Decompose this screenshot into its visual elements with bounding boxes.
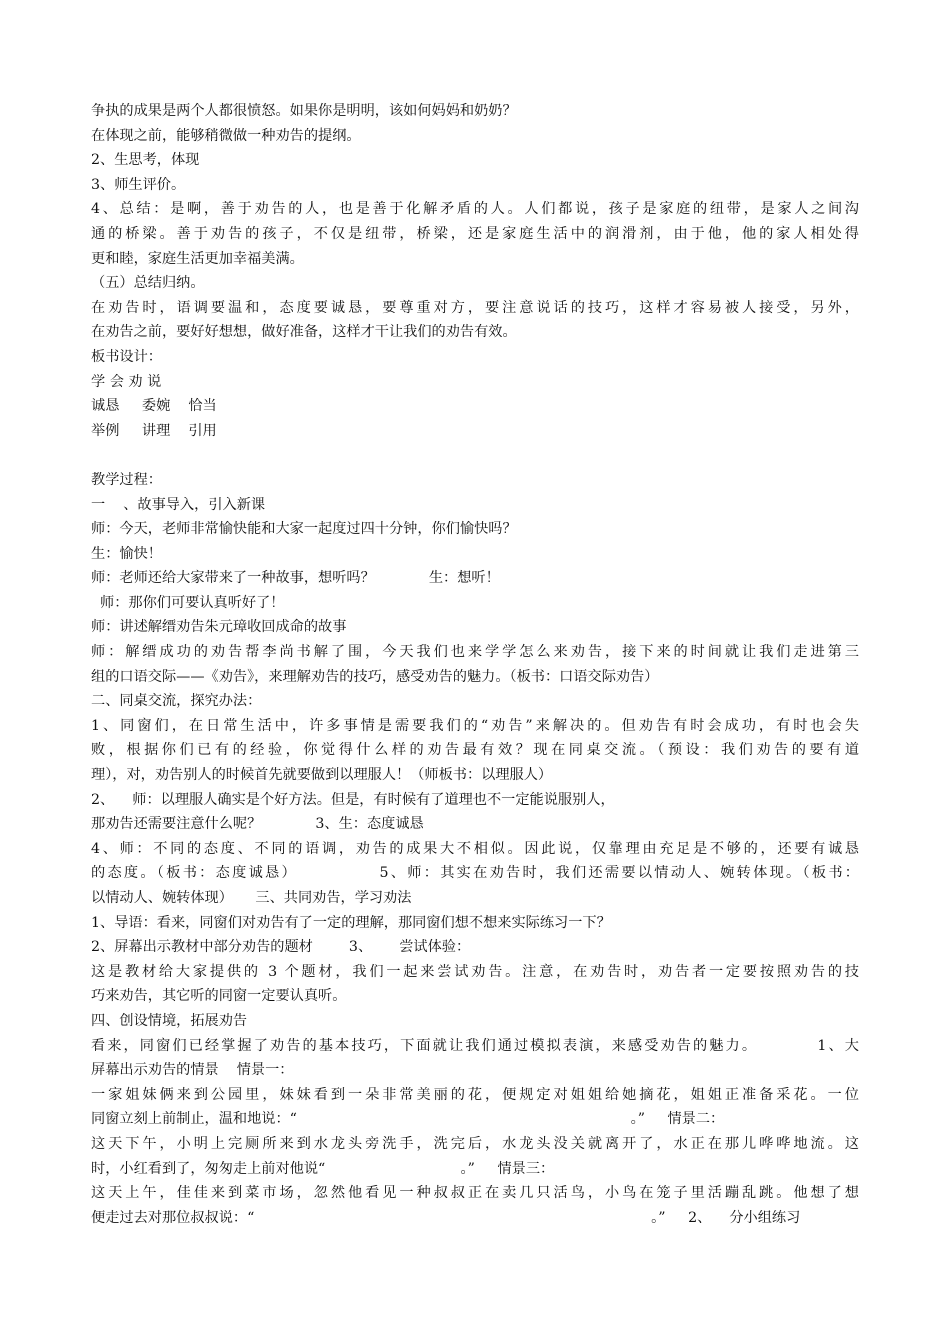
text-line: 诚恳 委婉 恰当	[91, 398, 217, 415]
text-line: 四、创设情境，拓展劝告	[91, 1012, 248, 1029]
text-line: 板书设计：	[91, 348, 162, 365]
text-line: 这天下午，小明上完厕所来到水龙头旁洗手，洗完后，水龙头没关就离开了，水正在那儿哗哗地流。这	[91, 1135, 859, 1152]
text-line: 在体现之前，能够稍微做一种劝告的提纲。	[91, 127, 361, 144]
text-line: 师：今天，老师非常愉快能和大家一起度过四十分钟，你们愉快吗？	[91, 521, 517, 538]
text-line: 4、总结：是啊，善于劝告的人，也是善于化解矛盾的人。人们都说，孩子是家庭的纽带，是家人之间沟	[91, 201, 859, 218]
text-line: 这是教材给大家提供的 3 个题材，我们一起来尝试劝告。注意，在劝告时，劝告者一定要按照劝告的技	[91, 963, 859, 980]
text-line: 学 会 劝 说	[91, 373, 162, 390]
text-line: 便走过去对那位叔叔说：“ 。” 2、 分小组练习	[91, 1209, 801, 1226]
text-line: 1、同窗们，在日常生活中，许多事情是需要我们的“劝告”来解决的。但劝告有时会成功，有时也会失	[91, 717, 859, 734]
text-line: 同窗立刻上前制止，温和地说：“ 。” 情景二：	[91, 1111, 725, 1128]
document-page	[91, 99, 859, 1230]
text-line: 更和睦，家庭生活更加幸福美满。	[91, 250, 304, 267]
text-line: 举例 讲理 引用	[91, 422, 217, 439]
text-line: 师：解缙成功的劝告帮李尚书解了围，今天我们也来学学怎么来劝告，接下来的时间就让我们走进第三	[91, 644, 859, 661]
text-line: 理），对，劝告别人的时候首先就要做到以理服人！（师板书：以理服人）	[91, 767, 553, 784]
text-line: 师：那你们可要认真听好了！	[91, 594, 285, 611]
text-line: 生：愉快！	[91, 545, 162, 562]
text-line: 通的桥梁。善于劝告的孩子，不仅是纽带，桥梁，还是家庭生活中的润滑剂，由于他，他的家人相处得	[91, 225, 859, 242]
text-line: 争执的成果是两个人都很愤怒。如果你是明明，该如何妈妈和奶奶？	[91, 103, 517, 119]
text-line: 2、 师：以理服人确实是个好方法。但是，有时候有了道理也不一定能说服别人，	[91, 791, 615, 808]
text-line: 组的口语交际——《劝告》，来理解劝告的技巧，感受劝告的魅力。（板书：口语交际劝告）	[91, 668, 659, 685]
text-line: 3、师生评价。	[91, 176, 186, 193]
text-line: 师：老师还给大家带来了一种故事，想听吗？ 生：想听！	[91, 570, 500, 587]
text-line: 那劝告还需要注意什么呢？ 3、生：态度诚恳	[91, 816, 424, 833]
text-line: 败，根据你们已有的经验，你觉得什么样的劝告最有效？现在同桌交流。（预设：我们劝告的要有道	[91, 742, 859, 759]
text-line: 一 、故事导入，引入新课	[91, 496, 266, 513]
text-line: 以情动人、婉转体现） 三、共同劝告，学习劝法	[91, 890, 412, 906]
text-line: 巧来劝告，其它听的同窗一定要认真听。	[91, 988, 347, 1005]
text-line: 1、导语：看来，同窗们对劝告有了一定的理解，那同窗们想不想来实际练习一下？	[91, 914, 611, 931]
text-line: 在劝告时，语调要温和，态度要诚恳，要尊重对方，要注意说话的技巧，这样才容易被人接受，另外，	[91, 299, 859, 316]
text-line: 教学过程：	[91, 471, 162, 488]
text-line: 一家姐妹俩来到公园里，妹妹看到一朵非常美丽的花，便规定对姐姐给她摘花，姐姐正准备采花。一位	[91, 1086, 859, 1103]
text-line: 这天上午，佳佳来到菜市场，忽然他看见一种叔叔正在卖几只活鸟，小鸟在笼子里活蹦乱跳。他想了想	[91, 1185, 859, 1202]
text-line: 二、同桌交流，探究办法：	[91, 693, 262, 710]
text-line: 看来，同窗们已经掌握了劝告的基本技巧，下面就让我们通过模拟表演，来感受劝告的魅力。 1、大	[91, 1037, 859, 1054]
text-line: 师：讲述解缙劝告朱元璋收回成命的故事	[91, 619, 347, 636]
text-line: 屏幕出示劝告的情景 情景一：	[91, 1062, 294, 1079]
text-line: 的态度。（板书：态度诚恳） 5、师：其实在劝告时，我们还需要以情动人、婉转体现。（板书：	[91, 865, 859, 882]
text-line	[91, 443, 859, 468]
text-line: （五）总结归纳。	[91, 275, 205, 292]
text-line: 时，小红看到了，匆匆走上前对他说“ 。” 情景三：	[91, 1160, 555, 1177]
text-line: 2、屏幕出示教材中部分劝告的题材 3、 尝试体验：	[91, 939, 471, 956]
text-line: 4、师：不同的态度、不同的语调，劝告的成果大不相似。因此说，仅靠理由充足是不够的，还要有诚恳	[91, 840, 859, 857]
text-line: 在劝告之前，要好好想想，做好准备，这样才干让我们的劝告有效。	[91, 324, 517, 341]
text-line: 2、生思考，体现	[91, 152, 200, 169]
